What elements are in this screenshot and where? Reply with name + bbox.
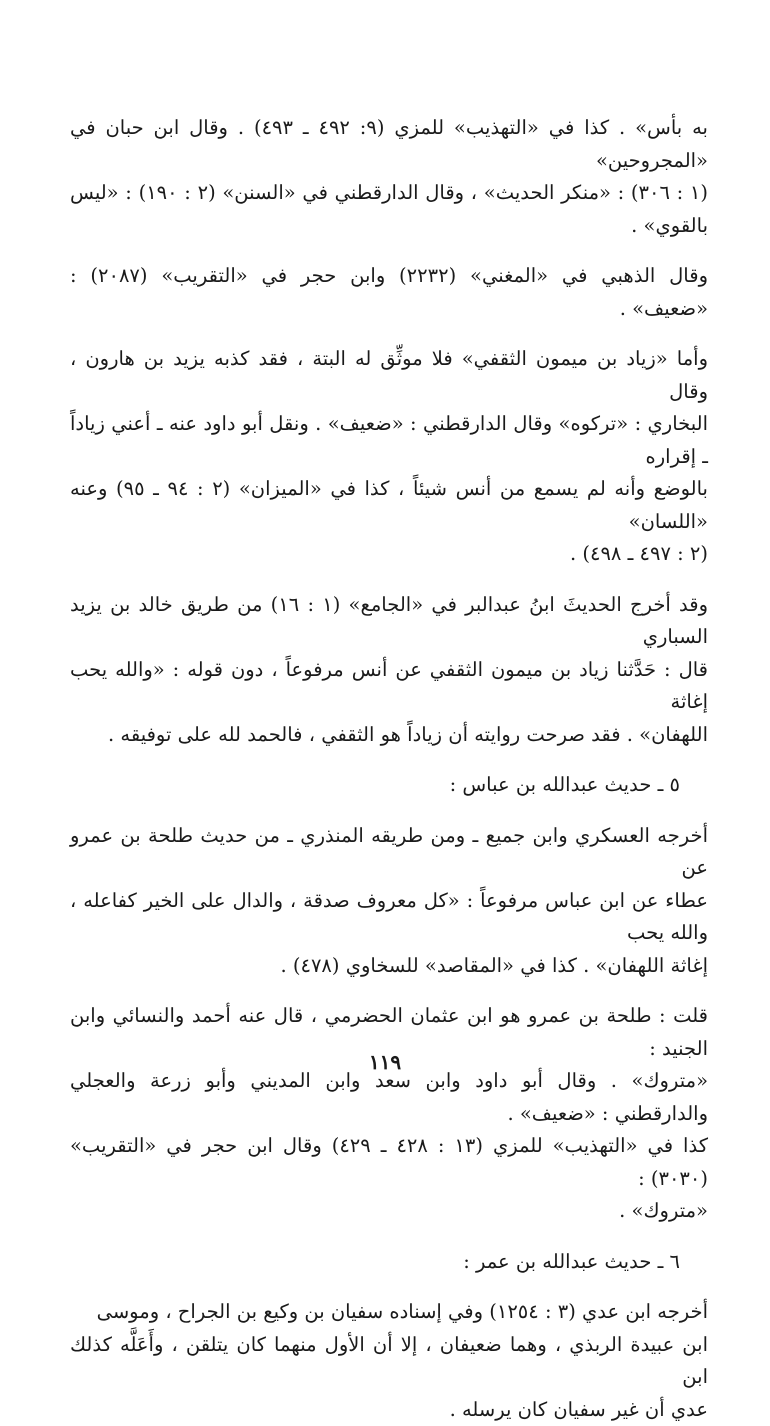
section-heading-5: ٥ ـ حديث عبدالله بن عباس : [70,769,708,802]
paragraph-7 [70,1296,708,1426]
section-heading-6: ٦ ـ حديث عبدالله بن عمر : [70,1246,708,1279]
paragraph-2 [70,260,708,325]
text-line: «متروك» . وقال أبو داود وابن سعد وابن المديني وأبو زرعة والعجلي والدارقطني : «ضعيف» . [70,1065,708,1130]
text-line: بالوضع وأنه لم يسمع من أنس شيئاً ، كذا في «الميزان» (٢ : ٩٤ ـ ٩٥) وعنه «اللسان» [70,473,708,538]
text-line: أخرجه العسكري وابن جميع ـ ومن طريقه المنذري ـ من حديث طلحة بن عمرو عن [70,820,708,885]
text-line: البخاري : «تركوه» وقال الدارقطني : «ضعيف» . ونقل أبو داود عنه ـ أعني زياداً ـ إقراره [70,408,708,473]
text-line: إغاثة اللهفان» . كذا في «المقاصد» للسخاوي (٤٧٨) . [70,950,708,983]
text-line: قال : حَدَّثنا زياد بن ميمون الثقفي عن أنس مرفوعاً ، دون قوله : «والله يحب إغاثة [70,654,708,719]
text-line: ابن عبيدة الربذي ، وهما ضعيفان ، إلا أن الأول منهما كان يتلقن ، وأَعَلَّه كذلك ابن [70,1329,708,1394]
paragraph-1 [70,112,708,242]
text-line: وقد أخرج الحديثَ ابنُ عبدالبر في «الجامع» (١ : ١٦) من طريق خالد بن يزيد السباري [70,589,708,654]
paragraph-3 [70,343,708,571]
paragraph-6 [70,1000,708,1228]
text-line: به بأس» . كذا في «التهذيب» للمزي (٩: ٤٩٢ ـ ٤٩٣) . وقال ابن حبان في «المجروحين» [70,112,708,177]
page-body [70,112,708,1192]
text-line: كذا في «التهذيب» للمزي (١٣ : ٤٢٨ ـ ٤٢٩) وقال ابن حجر في «التقريب» (٣٠٣٠) : [70,1130,708,1195]
text-line: «متروك» . [70,1195,708,1228]
text-line: وأما «زياد بن ميمون الثقفي» فلا موثِّق له البتة ، فقد كذبه يزيد بن هارون ، وقال [70,343,708,408]
text-line: أخرجه ابن عدي (٣ : ١٢٥٤) وفي إسناده سفيان بن وكيع بن الجراح ، وموسى [70,1296,708,1329]
text-line: قلت : طلحة بن عمرو هو ابن عثمان الحضرمي ، قال عنه أحمد والنسائي وابن الجنيد : [70,1000,708,1065]
text-line: اللهفان» . فقد صرحت روايته أن زياداً هو الثقفي ، فالحمد لله على توفيقه . [70,719,708,752]
text-line: وقال الذهبي في «المغني» (٢٢٣٢) وابن حجر في «التقريب» (٢٠٨٧) : «ضعيف» . [70,260,708,325]
page-number: ١١٩ [0,1050,770,1074]
paragraph-4 [70,589,708,752]
text-line: عدي أن غير سفيان كان يرسله . [70,1394,708,1426]
text-line: (٢ : ٤٩٧ ـ ٤٩٨) . [70,538,708,571]
paragraph-5 [70,820,708,983]
text-line: عطاء عن ابن عباس مرفوعاً : «كل معروف صدقة ، والدال على الخير كفاعله ، والله يحب [70,885,708,950]
text-line: (١ : ٣٠٦) : «منكر الحديث» ، وقال الدارقطني في «السنن» (٢ : ١٩٠) : «ليس بالقوي» . [70,177,708,242]
